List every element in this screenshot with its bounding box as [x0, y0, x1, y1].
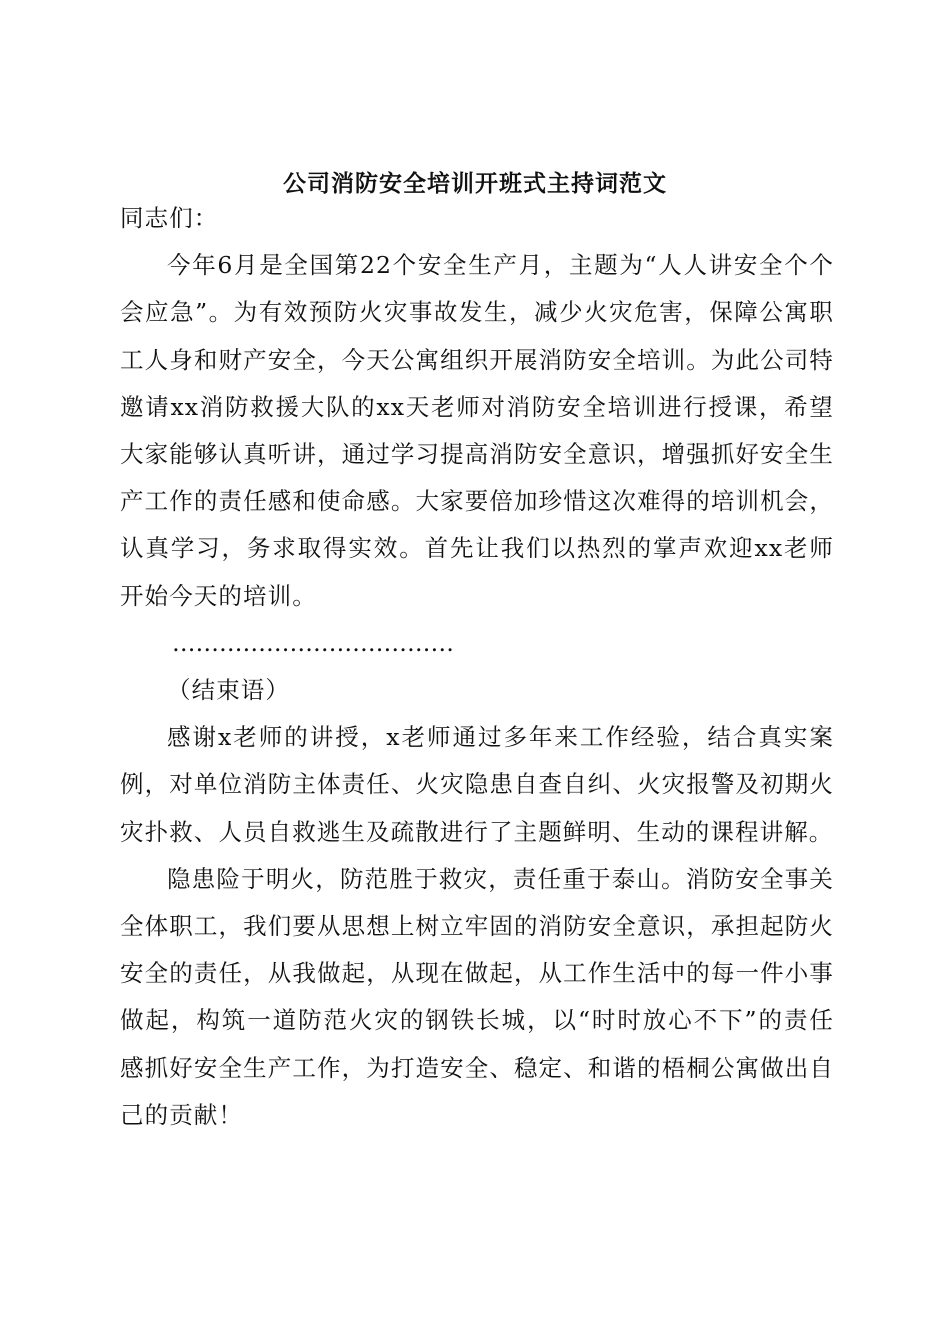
document-title: 公司消防安全培训开班式主持词范文	[283, 170, 667, 197]
closing-paragraph-thanks: 感谢x老师的讲授，x老师通过多年来工作经验，结合真实案例，对单位消防主体责任、火灾隐患自查自纠、火灾报警及初期火灾扑救、人员自救逃生及疏散进行了主题鲜明、生动的课程讲解。	[120, 723, 834, 846]
document-body	[120, 195, 834, 1139]
closing-paragraph-safety: 隐患险于明火，防范胜于救灾，责任重于泰山。消防安全事关全体职工，我们要从思想上树立牢固的消防安全意识，承担起防火安全的责任，从我做起，从现在做起，从工作生活中的每一件小事做起，构筑一道防范火灾的钢铁长城，以“时时放心不下”的责任感抓好安全生产工作，为打造安全、稳定、和谐的梧桐公寓做出自己的贡献！	[120, 864, 834, 1129]
section-separator: ………………………………	[172, 628, 454, 657]
salutation: 同志们：	[120, 204, 219, 232]
closing-label: （结束语）	[167, 676, 290, 705]
opening-paragraph: 今年6月是全国第22个安全生产月，主题为“人人讲安全个个会应急”。为有效预防火灾事故发生，减少火灾危害，保障公寓职工人身和财产安全，今天公寓组织开展消防安全培训。为此公司特邀请xx消防救援大队的xx天老师对消防安全培训进行授课，希望大家能够认真听讲，通过学习提高消防安全意识，增强抓好安全生产工作的责任感和使命感。大家要倍加珍惜这次难得的培训机会，认真学习，务求取得实效。首先让我们以热烈的掌声欢迎xx老师开始今天的培训。	[120, 251, 834, 610]
